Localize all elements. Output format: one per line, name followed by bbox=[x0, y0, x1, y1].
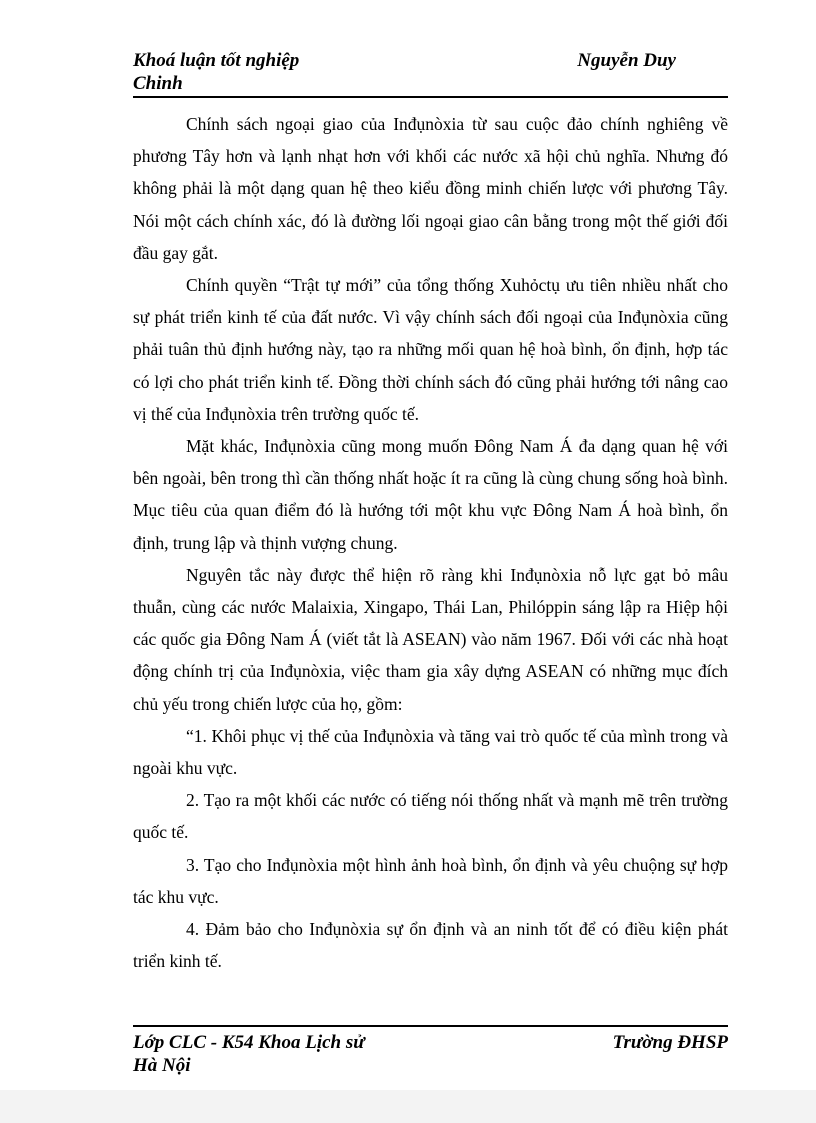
page-header bbox=[133, 49, 728, 95]
footer-city: Hà Nội bbox=[133, 1055, 191, 1076]
paragraph: Chính quyền “Trật tự mới” của tổng thống Xuhỏctụ ưu tiên nhiều nhất cho sự phát triển kinh tế của đất nước. Vì vậy chính sách đối ngoại của Inđụnòxia cũng phải tuân thủ định hướng này, tạo ra những mối quan hệ hoà bình, ổn định, hợp tác có lợi cho phát triển kinh tế. Đồng thời chính sách đó cũng phải hướng tới nâng cao vị thế của Inđụnòxia trên trường quốc tế. bbox=[133, 275, 728, 424]
document-body bbox=[133, 108, 728, 977]
list-item: 3. Tạo cho Inđụnòxia một hình ảnh hoà bình, ổn định và yêu chuộng sự hợp tác khu vực. bbox=[133, 854, 728, 907]
list-item: “1. Khôi phục vị thế của Inđụnòxia và tăng vai trò quốc tế của mình trong và ngoài khu vực. bbox=[133, 725, 728, 779]
paragraph: Nguyên tắc này được thể hiện rõ ràng khi Inđụnòxia nỗ lực gạt bỏ mâu thuẫn, cùng các nước Malaixia, Xingapo, Thái Lan, Philóppin sáng lập ra Hiệp hội các quốc gia Đông Nam Á (viết tắt là ASEAN) vào năm 1967. Đối với các nhà hoạt động chính trị của Inđụnòxia, việc tham gia xây dựng ASEAN có những mục đích chủ yếu trong chiến lược của họ, gồm: bbox=[133, 564, 728, 714]
list-item: 4. Đảm bảo cho Inđụnòxia sự ổn định và an ninh tốt để có điều kiện phát triển kinh tế. bbox=[133, 919, 728, 972]
header-author-continued: Chinh bbox=[133, 73, 183, 94]
page-bottom-margin bbox=[0, 1090, 816, 1123]
list-item: 2. Tạo ra một khối các nước có tiếng nói thống nhất và mạnh mẽ trên trường quốc tế. bbox=[133, 790, 728, 843]
header-author: Nguyễn Duy bbox=[577, 50, 676, 71]
header-divider bbox=[133, 96, 728, 98]
paragraph: Mặt khác, Inđụnòxia cũng mong muốn Đông Nam Á đa dạng quan hệ với bên ngoài, bên trong thì cần thống nhất hoặc ít ra cũng là cùng chung sống hoà bình. Mục tiêu của quan điểm đó là hướng tới một khu vực Đông Nam Á hoà bình, ổn định, trung lập và thịnh vượng chung. bbox=[133, 436, 728, 553]
page-footer bbox=[133, 1031, 728, 1077]
header-thesis-title: Khoá luận tốt nghiệp bbox=[133, 50, 300, 71]
paragraph: Chính sách ngoại giao của Inđụnòxia từ sau cuộc đảo chính nghiêng về phương Tây hơn và lạnh nhạt hơn với khối các nước xã hội chủ nghĩa. Nhưng đó không phải là một dạng quan hệ theo kiểu đồng minh chiến lược với phương Tây. Nói một cách chính xác, đó là đường lối ngoại giao cân bằng trong một thế giới đối đầu gay gắt. bbox=[133, 114, 728, 263]
footer-university: Trường ĐHSP bbox=[612, 1032, 728, 1053]
footer-class-info: Lớp CLC - K54 Khoa Lịch sử bbox=[133, 1032, 365, 1053]
footer-divider bbox=[133, 1025, 728, 1027]
